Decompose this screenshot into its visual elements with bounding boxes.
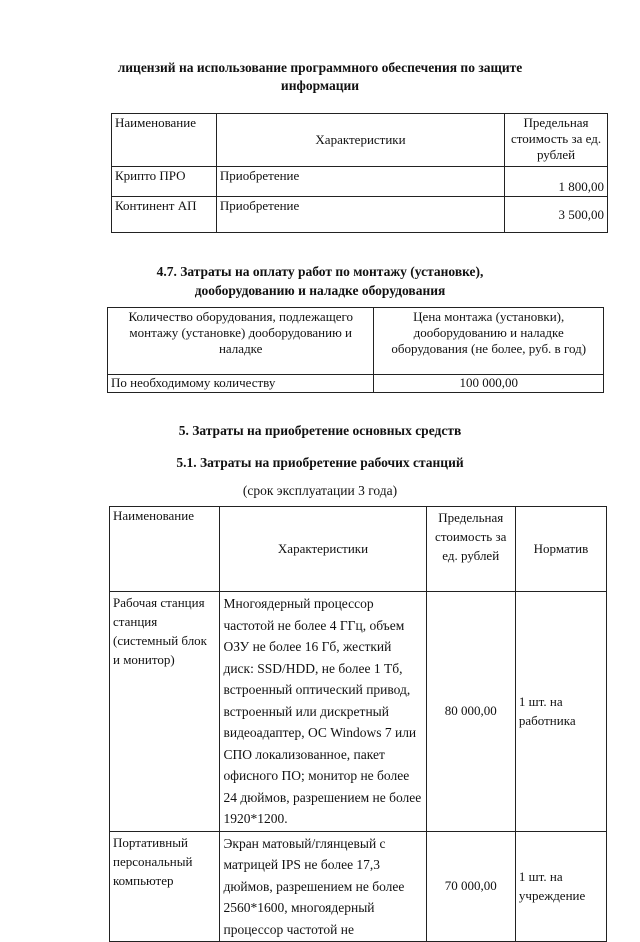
header-price: Предельная стоимость за ед. рублей — [505, 114, 608, 167]
row-name: Крипто ПРО — [112, 167, 217, 197]
row-name: Континент АП — [112, 197, 217, 233]
row-price: 80 000,00 — [426, 592, 515, 832]
row-price: 3 500,00 — [505, 197, 608, 233]
header-price: Цена монтажа (установки), дооборудованию и наладке оборудования (не более, руб. в год) — [374, 308, 604, 375]
section-5-1-title: 5.1. Затраты на приобретение рабочих станций — [176, 455, 464, 470]
section-5-1-subtitle: (срок эксплуатации 3 года) — [242, 483, 398, 498]
row-norm: 1 шт. на работника — [515, 592, 606, 832]
section-5-title: 5. Затраты на приобретение основных средств — [178, 423, 462, 438]
section-4-7-title-line2: дооборудованию и наладке оборудования — [194, 283, 446, 298]
row-norm: 1 шт. на учреждение — [515, 831, 606, 942]
table-header-row — [112, 114, 608, 167]
row-characteristics: Многоядерный процессор частотой не более 4 ГГц, объем ОЗУ не более 16 Гб, жесткий диск: SSD/HDD, не более 1 Тб, встроенный оптический привод, встроенный или дискретный видеоадаптер, ОС Windows 7 или СПО локализованное, пакет офисного ПО; монитор не более 24 дюймов, разрешением не более 1920*1200. — [220, 592, 426, 832]
license-section-title-line2: информации — [280, 78, 360, 93]
row-quantity: По необходимому количеству — [108, 375, 374, 393]
license-table — [111, 113, 608, 233]
header-price: Предельная стоимость за ед. рублей — [426, 507, 515, 592]
header-characteristics: Характеристики — [216, 114, 504, 167]
table-row — [108, 375, 604, 393]
row-price: 100 000,00 — [374, 375, 604, 393]
table-row — [110, 592, 607, 832]
row-characteristics: Экран матовый/глянцевый с матрицей IPS не более 17,3 дюймов, разрешением не более 2560*1600, многоядерный процессор частотой не — [220, 831, 426, 942]
row-price: 70 000,00 — [426, 831, 515, 942]
table-row — [112, 167, 608, 197]
row-name: Рабочая станция станция (системный блок и монитор) — [110, 592, 220, 832]
table-row — [112, 197, 608, 233]
row-characteristics: Приобретение — [216, 197, 504, 233]
row-characteristics: Приобретение — [216, 167, 504, 197]
workstation-table — [109, 506, 607, 942]
install-table — [107, 307, 604, 393]
header-quantity: Количество оборудования, подлежащего монтажу (установке) дооборудованию и наладке — [108, 308, 374, 375]
header-name: Наименование — [110, 507, 220, 592]
row-name: Портативный персональный компьютер — [110, 831, 220, 942]
table-header-row — [108, 308, 604, 375]
license-section-title-line1: лицензий на использование программного обеспечения по защите — [117, 60, 523, 75]
header-characteristics: Характеристики — [220, 507, 426, 592]
table-row — [110, 831, 607, 942]
section-4-7-title-line1: 4.7. Затраты на оплату работ по монтажу (установке), — [156, 264, 484, 279]
row-price: 1 800,00 — [505, 167, 608, 197]
header-name: Наименование — [112, 114, 217, 167]
table-header-row — [110, 507, 607, 592]
header-norm: Норматив — [515, 507, 606, 592]
